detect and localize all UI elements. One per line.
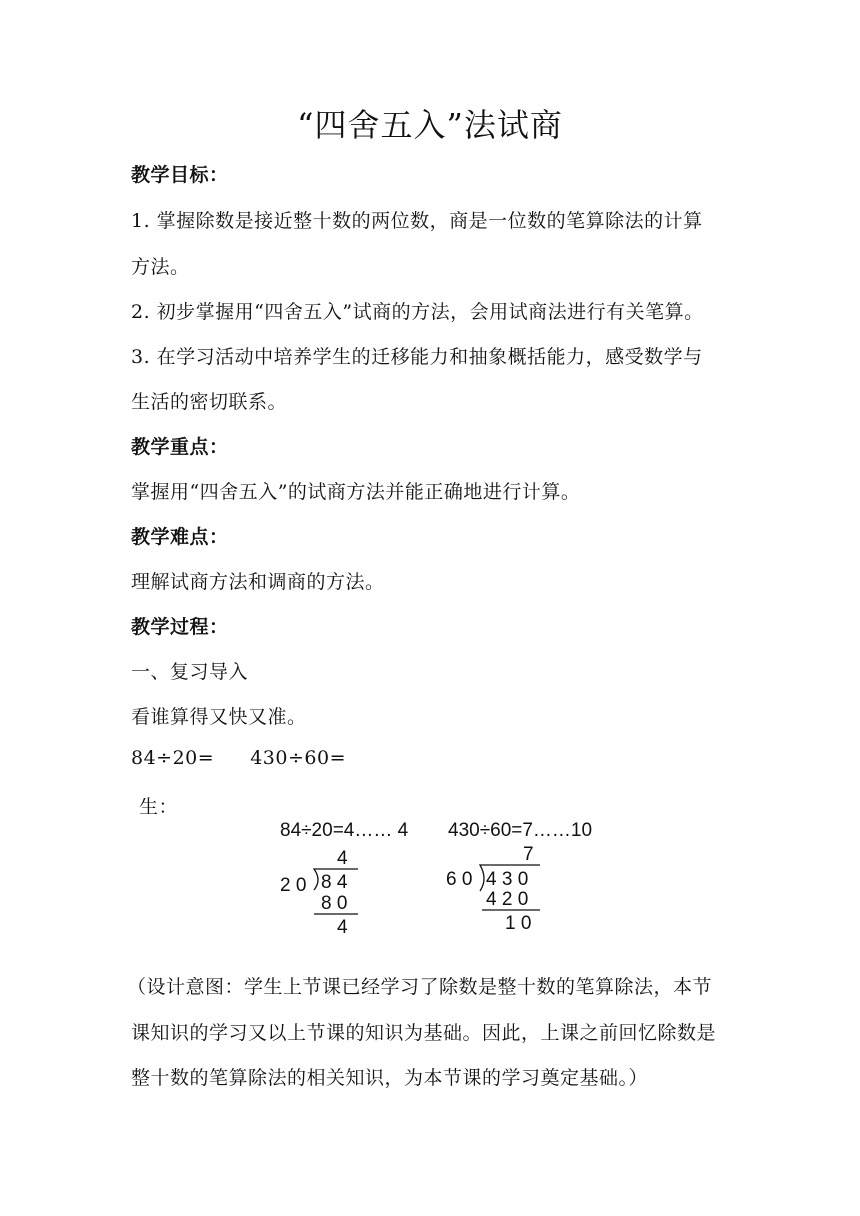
objective-1-line-2: 方法。	[131, 256, 190, 278]
division-2-product: 4 2 0	[486, 889, 529, 910]
key-point-text: 掌握用“四舍五入”的试商方法并能正确地进行计算。	[131, 481, 581, 503]
design-intent-line-3: 整十数的笔算除法的相关知识，为本节课的学习奠定基础。）	[131, 1067, 649, 1089]
objective-2: 2. 初步掌握用“四舍五入”试商的方法，会用试商法进行有关笔算。	[131, 301, 704, 323]
equation-1: 84÷20=4…… 4	[280, 820, 409, 841]
division-1-divisor: 2 0	[280, 875, 307, 896]
division-2-quotient: 7	[523, 844, 534, 865]
objective-1-line-1: 1. 掌握除数是接近整十数的两位数，商是一位数的笔算除法的计算	[131, 210, 703, 232]
division-2-dividend: 4 3 0	[486, 869, 529, 890]
objective-3-line-1: 3. 在学习活动中培养学生的迁移能力和抽象概括能力，感受数学与	[131, 346, 703, 368]
difficulty-text: 理解试商方法和调商的方法。	[131, 571, 385, 593]
problem-1: 84÷20=	[131, 747, 215, 769]
division-1-product: 8 0	[321, 893, 348, 914]
division-1-quotient: 4	[337, 848, 348, 869]
division-1-remainder: 4	[337, 917, 348, 938]
objectives-heading: 教学目标：	[131, 164, 229, 186]
division-2-remainder: 1 0	[505, 913, 532, 934]
problem-2: 430÷60=	[250, 747, 346, 769]
design-intent-line-2: 课知识的学习又以上节课的知识为基础。因此，上课之前回忆除数是	[131, 1022, 717, 1044]
student-label: 生：	[139, 796, 179, 818]
key-point-heading: 教学重点：	[131, 436, 229, 458]
process-prompt: 看谁算得又快又准。	[131, 706, 307, 728]
design-intent-line-1: （设计意图：学生上节课已经学习了除数是整十数的笔算除法，本节	[127, 976, 713, 998]
long-division-work	[270, 812, 630, 942]
division-2-divisor: 6 0	[446, 869, 473, 890]
equation-2: 430÷60=7……10	[448, 820, 593, 841]
objective-3-line-2: 生活的密切联系。	[131, 391, 288, 413]
difficulty-heading: 教学难点：	[131, 526, 229, 548]
long-division-figure	[270, 812, 630, 942]
division-1-dividend: 8 4	[321, 872, 348, 893]
problem-line	[131, 747, 346, 769]
process-heading: 教学过程：	[131, 616, 229, 638]
process-step-1: 一、复习导入	[131, 661, 249, 683]
page-title: “四舍五入”法试商	[297, 106, 563, 144]
